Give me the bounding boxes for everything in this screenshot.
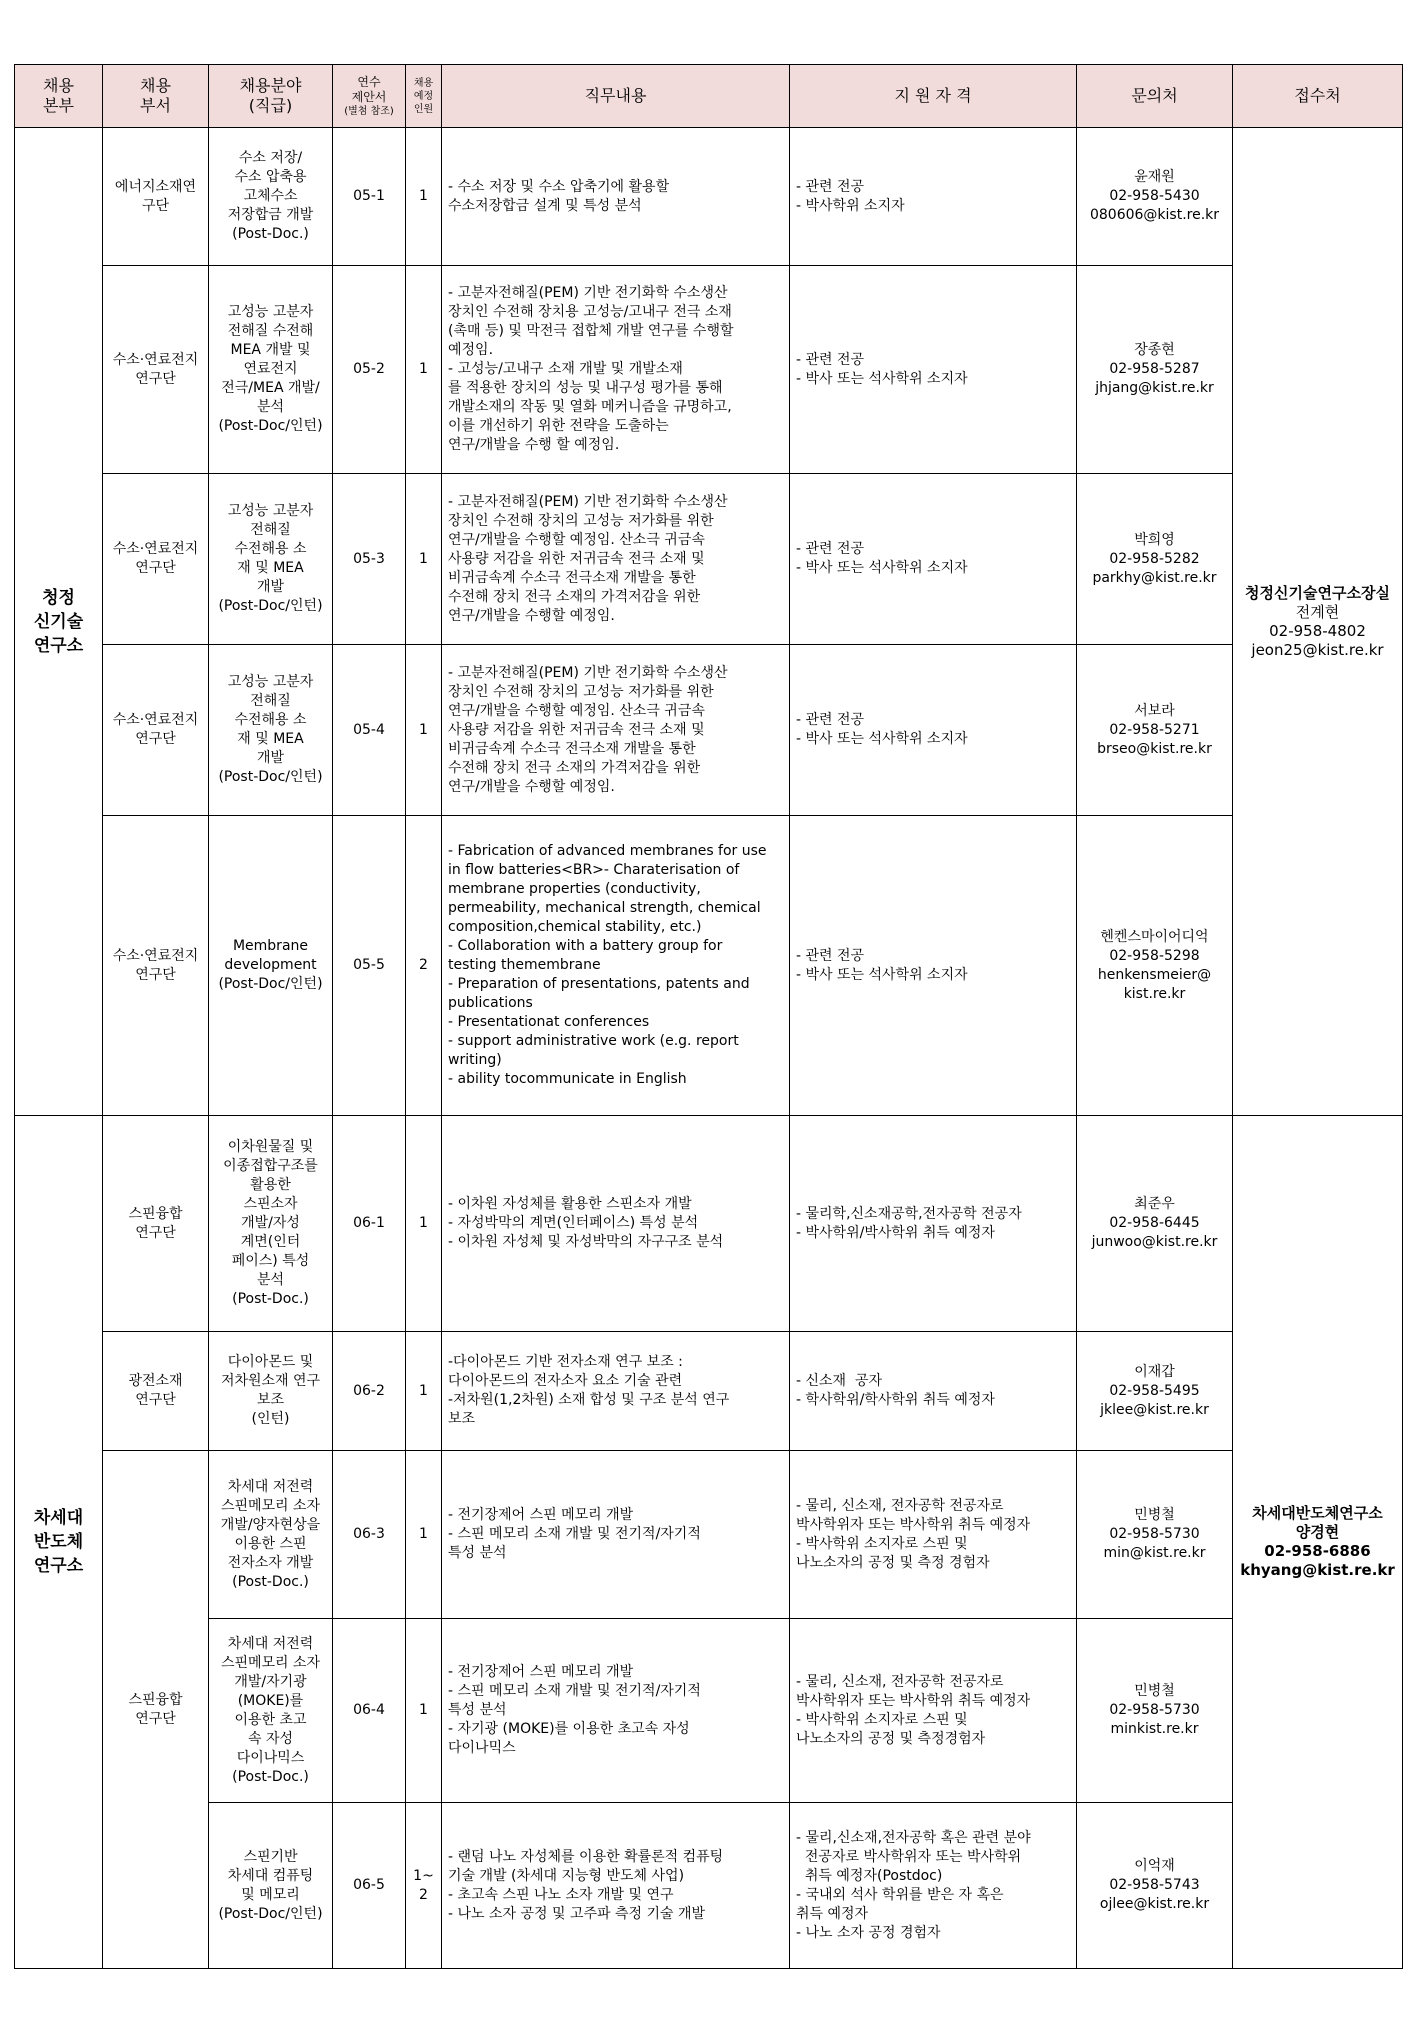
contact-cell	[1077, 266, 1233, 474]
receive-cell: 청정신기술연구소장실 전계현 02-958-4802 jeon25@kist.re.kr	[1233, 128, 1403, 1116]
code-cell: 05-4	[333, 645, 406, 816]
table-row	[15, 1803, 1403, 1969]
count-cell: 2	[406, 816, 442, 1116]
header-count: 채용 예정 인원	[406, 65, 442, 128]
table-row	[15, 266, 1403, 474]
contact-cell	[1077, 1803, 1233, 1969]
contact-email: henkensmeier@	[1097, 966, 1212, 983]
count-cell: 1	[406, 266, 442, 474]
contact-cell	[1077, 1619, 1233, 1803]
contact-name: 이억재	[1134, 1858, 1175, 1874]
contact-email: brseo@kist.re.kr	[1097, 740, 1212, 757]
header-qual: 지 원 자 격	[790, 65, 1077, 128]
table-row	[15, 816, 1403, 1116]
contact-phone: 02-958-5743	[1109, 1877, 1200, 1893]
contact-name: 장종현	[1134, 342, 1175, 358]
contact-cell	[1077, 1116, 1233, 1332]
code-cell: 06-4	[333, 1619, 406, 1803]
qual-cell: - 관련 전공 - 박사 또는 석사학위 소지자	[790, 266, 1077, 474]
field-cell: 고성능 고분자 전해질 수전해용 소 재 및 MEA 개발 (Post-Doc/인턴)	[209, 645, 333, 816]
contact-cell	[1077, 128, 1233, 266]
table-row	[15, 1116, 1403, 1332]
count-cell: 1	[406, 645, 442, 816]
hq-cell: 차세대 반도체 연구소	[15, 1116, 103, 1969]
table-row	[15, 128, 1403, 266]
contact-phone: 02-958-5730	[1109, 1526, 1200, 1542]
field-cell: Membrane development (Post-Doc/인턴)	[209, 816, 333, 1116]
contact-name: 윤재원	[1134, 169, 1175, 185]
contact-name: 박희영	[1134, 531, 1175, 548]
field-cell: 다이아몬드 및 저차원소재 연구 보조 (인턴)	[209, 1332, 333, 1451]
contact-phone: 02-958-6445	[1109, 1215, 1200, 1231]
header-hq: 채용 본부	[15, 65, 103, 128]
code-cell: 06-5	[333, 1803, 406, 1969]
field-cell: 고성능 고분자 전해질 수전해용 소 재 및 MEA 개발 (Post-Doc/인턴)	[209, 474, 333, 645]
code-cell: 06-2	[333, 1332, 406, 1451]
count-cell: 1	[406, 1451, 442, 1619]
dept-cell: 스핀융합 연구단	[103, 1116, 209, 1332]
field-cell: 수소 저장/ 수소 압축용 고체수소 저장합금 개발 (Post-Doc.)	[209, 128, 333, 266]
field-cell: 스핀기반 차세대 컴퓨팅 및 메모리 (Post-Doc/인턴)	[209, 1803, 333, 1969]
contact-phone: 02-958-5282	[1109, 550, 1200, 567]
contact-phone: 02-958-5730	[1109, 1702, 1200, 1718]
contact-email: parkhy@kist.re.kr	[1092, 569, 1217, 586]
contact-cell	[1077, 816, 1233, 1116]
table-row	[15, 645, 1403, 816]
table-row	[15, 1619, 1403, 1803]
qual-cell: - 물리, 신소재, 전자공학 전공자로 박사학위자 또는 박사학위 취득 예정자 - 박사학위 소지자로 스핀 및 나노소자의 공정 및 측정경험자	[790, 1619, 1077, 1803]
qual-cell: - 물리, 신소재, 전자공학 전공자로 박사학위자 또는 박사학위 취득 예정자 - 박사학위 소지자로 스핀 및 나노소자의 공정 및 측정 경험자	[790, 1451, 1077, 1619]
count-cell: 1	[406, 128, 442, 266]
header-code: 연수 제안서 (별첨 참조)	[333, 65, 406, 128]
contact-name: 서보라	[1134, 702, 1175, 719]
count-cell: 1	[406, 1116, 442, 1332]
contact-cell	[1077, 1332, 1233, 1451]
qual-cell: - 관련 전공 - 박사 또는 석사학위 소지자	[790, 645, 1077, 816]
qual-cell: - 물리학,신소재공학,전자공학 전공자 - 박사학위/박사학위 취득 예정자	[790, 1116, 1077, 1332]
header-dept: 채용 부서	[103, 65, 209, 128]
table-row	[15, 1451, 1403, 1619]
duty-cell: - 이차원 자성체를 활용한 스핀소자 개발 - 자성박막의 계면(인터페이스) 특성 분석 - 이차원 자성체 및 자성박막의 자구구조 분석	[442, 1116, 790, 1332]
table-row	[15, 474, 1403, 645]
recruitment-table	[14, 64, 1403, 1969]
duty-cell: - Fabrication of advanced membranes for use in flow batteries<BR>- Charaterisation of membrane properties (conductivity, permeability, mechanical strength, chemical composition,chemical stability, etc.) - Collaboration with a battery group for testing themembrane - Preparation of presentations, patents and publications - Presentationat conferences - support administrative work (e.g. report writing) - ability tocommunicate in English	[442, 816, 790, 1116]
contact-phone: 02-958-5298	[1109, 947, 1200, 964]
duty-cell: - 고분자전해질(PEM) 기반 전기화학 수소생산 장치인 수전해 장치용 고성능/고내구 전극 소재 (촉매 등) 및 막전극 접합체 개발 연구를 수행할 예정임. - 고성능/고내구 소재 개발 및 개발소재 를 적용한 장치의 성능 및 내구성 평가를 통해 개발소재의 작동 및 열화 메커니즘을 규명하고, 이를 개선하기 위한 전략을 도출하는 연구/개발을 수행 할 예정임.	[442, 266, 790, 474]
dept-cell: 수소·연료전지 연구단	[103, 266, 209, 474]
duty-cell: - 고분자전해질(PEM) 기반 전기화학 수소생산 장치인 수전해 장치의 고성능 저가화를 위한 연구/개발을 수행할 예정임. 산소극 귀금속 사용량 저감을 위한 저귀금속 전극 소재 및 비귀금속계 수소극 전극소재 개발을 통한 수전해 장치 전극 소재의 가격저감을 위한 연구/개발을 수행할 예정임.	[442, 474, 790, 645]
contact-cell	[1077, 645, 1233, 816]
table-row	[15, 1332, 1403, 1451]
code-cell: 06-3	[333, 1451, 406, 1619]
dept-cell: 수소·연료전지 연구단	[103, 645, 209, 816]
contact-email: ojlee@kist.re.kr	[1099, 1896, 1210, 1912]
count-cell: 1	[406, 1332, 442, 1451]
dept-cell: 수소·연료전지 연구단	[103, 816, 209, 1116]
contact-name: 민병철	[1134, 1683, 1175, 1699]
qual-cell: - 신소재 공자 - 학사학위/학사학위 취득 예정자	[790, 1332, 1077, 1451]
header-contact: 문의처	[1077, 65, 1233, 128]
receive-cell: 차세대반도체연구소 양경현 02-958-6886 khyang@kist.re.kr	[1233, 1116, 1403, 1969]
field-cell: 차세대 저전력 스핀메모리 소자 개발/양자현상을 이용한 스핀 전자소자 개발 (Post-Doc.)	[209, 1451, 333, 1619]
dept-cell: 에너지소재연 구단	[103, 128, 209, 266]
contact-email: min@kist.re.kr	[1103, 1545, 1206, 1561]
contact-cell	[1077, 1451, 1233, 1619]
contact-phone: 02-958-5495	[1109, 1382, 1200, 1399]
dept-cell: 광전소재 연구단	[103, 1332, 209, 1451]
code-cell: 05-5	[333, 816, 406, 1116]
recruitment-table-container	[14, 64, 1402, 1969]
duty-cell: - 수소 저장 및 수소 압축기에 활용할 수소저장합금 설계 및 특성 분석	[442, 128, 790, 266]
duty-cell: - 랜덤 나노 자성체를 이용한 확률론적 컴퓨팅 기술 개발 (차세대 지능형 반도체 사업) - 초고속 스핀 나노 소자 개발 및 연구 - 나노 소자 공정 및 고주파 측정 기술 개발	[442, 1803, 790, 1969]
contact-name: 최준우	[1134, 1196, 1175, 1212]
qual-cell: - 관련 전공 - 박사 또는 석사학위 소지자	[790, 816, 1077, 1116]
contact-email: jklee@kist.re.kr	[1100, 1401, 1209, 1418]
qual-cell: - 관련 전공 - 박사학위 소지자	[790, 128, 1077, 266]
header-duty: 직무내용	[442, 65, 790, 128]
hq-cell: 청정 신기술 연구소	[15, 128, 103, 1116]
count-cell: 1	[406, 1619, 442, 1803]
contact-phone: 02-958-5430	[1109, 188, 1200, 204]
code-cell: 05-2	[333, 266, 406, 474]
code-cell: 06-1	[333, 1116, 406, 1332]
duty-cell: - 전기장제어 스핀 메모리 개발 - 스핀 메모리 소재 개발 및 전기적/자기적 특성 분석 - 자기광 (MOKE)를 이용한 초고속 자성 다이나믹스	[442, 1619, 790, 1803]
contact-email: minkist.re.kr	[1110, 1721, 1199, 1737]
contact-cell	[1077, 474, 1233, 645]
contact-name: 민병철	[1134, 1507, 1175, 1523]
contact-name: 이재갑	[1134, 1363, 1175, 1380]
duty-cell: -다이아몬드 기반 전자소재 연구 보조 : 다이아몬드의 전자소자 요소 기술 관련 -저차원(1,2차원) 소재 합성 및 구조 분석 연구 보조	[442, 1332, 790, 1451]
field-cell: 차세대 저전력 스핀메모리 소자 개발/자기광 (MOKE)를 이용한 초고 속 자성 다이나믹스 (Post-Doc.)	[209, 1619, 333, 1803]
count-cell: 1~ 2	[406, 1803, 442, 1969]
dept-cell: 스핀융합 연구단	[103, 1451, 209, 1969]
dept-cell: 수소·연료전지 연구단	[103, 474, 209, 645]
header-field: 채용분야 (직급)	[209, 65, 333, 128]
qual-cell: - 관련 전공 - 박사 또는 석사학위 소지자	[790, 474, 1077, 645]
contact-email: jhjang@kist.re.kr	[1095, 380, 1214, 396]
code-cell: 05-3	[333, 474, 406, 645]
count-cell: 1	[406, 474, 442, 645]
contact-phone: 02-958-5271	[1109, 721, 1200, 738]
duty-cell: - 전기장제어 스핀 메모리 개발 - 스핀 메모리 소재 개발 및 전기적/자기적 특성 분석	[442, 1451, 790, 1619]
code-cell: 05-1	[333, 128, 406, 266]
header-receive: 접수처	[1233, 65, 1403, 128]
field-cell: 이차원물질 및 이종접합구조를 활용한 스핀소자 개발/자성 계면(인터 페이스) 특성 분석 (Post-Doc.)	[209, 1116, 333, 1332]
field-cell: 고성능 고분자 전해질 수전해 MEA 개발 및 연료전지 전극/MEA 개발/ 분석 (Post-Doc/인턴)	[209, 266, 333, 474]
header-row	[15, 65, 1403, 128]
contact-email-cont: kist.re.kr	[1123, 985, 1186, 1002]
contact-phone: 02-958-5287	[1109, 361, 1200, 377]
contact-email: 080606@kist.re.kr	[1089, 207, 1220, 223]
contact-name: 헨켄스마이어디억	[1100, 928, 1209, 945]
contact-email: junwoo@kist.re.kr	[1091, 1234, 1218, 1250]
duty-cell: - 고분자전해질(PEM) 기반 전기화학 수소생산 장치인 수전해 장치의 고성능 저가화를 위한 연구/개발을 수행할 예정임. 산소극 귀금속 사용량 저감을 위한 저귀금속 전극 소재 및 비귀금속계 수소극 전극소재 개발을 통한 수전해 장치 전극 소재의 가격저감을 위한 연구/개발을 수행할 예정임.	[442, 645, 790, 816]
qual-cell: - 물리,신소재,전자공학 혹은 관련 분야 전공자로 박사학위자 또는 박사학위 취득 예정자(Postdoc) - 국내외 석사 학위를 받은 자 혹은 취득 예정자 - 나노 소자 공정 경험자	[790, 1803, 1077, 1969]
